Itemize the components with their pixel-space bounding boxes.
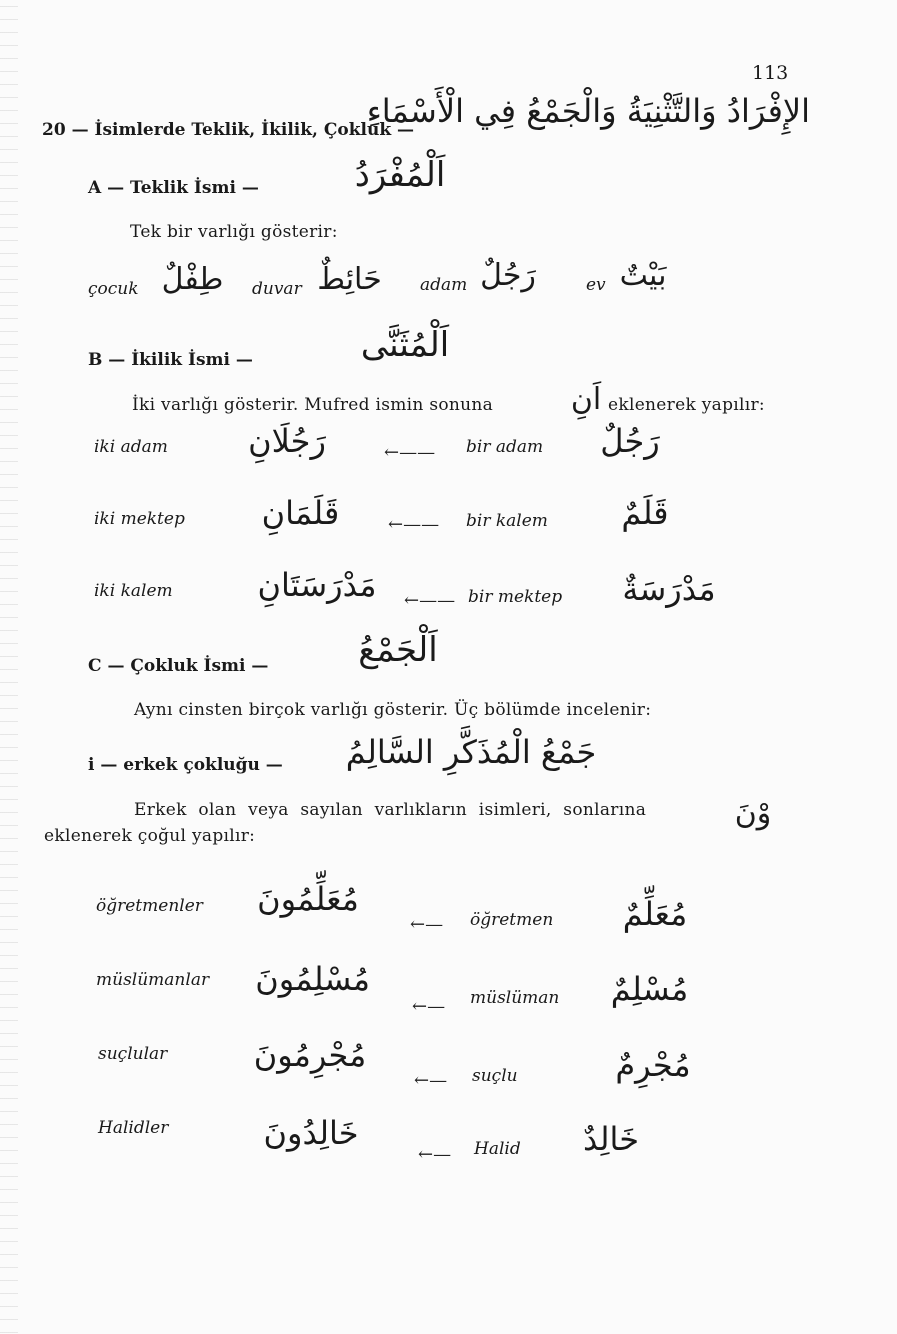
part-c-description: Aynı cinsten birçok varlığı gösterir. Üç bölümde incelenir: xyxy=(134,700,652,720)
singular-label: suçlu xyxy=(472,1066,518,1086)
dual-arabic: قَلَمَانِ xyxy=(261,494,340,532)
arrow-left: ←—— xyxy=(384,442,436,463)
dual-label: iki adam xyxy=(94,437,168,457)
example-arabic: طِفْلٌ xyxy=(161,262,224,297)
singular-arabic: خَالِدٌ xyxy=(582,1120,640,1158)
dual-arabic: مَدْرَسَتَانِ xyxy=(257,566,377,604)
page-number: 113 xyxy=(752,62,789,84)
plural-suffix-arabic: وْنَ xyxy=(734,796,772,831)
part-a-description: Tek bir varlığı gösterir: xyxy=(130,222,338,242)
singular-arabic: مُجْرِمٌ xyxy=(615,1046,691,1084)
example-arabic: حَائِطٌ xyxy=(317,262,382,297)
arrow-left: ←— xyxy=(418,1144,452,1165)
plural-arabic: خَالِدُونَ xyxy=(263,1114,359,1152)
singular-arabic: رَجُلٌ xyxy=(600,422,660,460)
part-c1-description-line1: Erkek olan veya sayılan varlıkların isimleri, sonlarına xyxy=(134,800,647,820)
dual-label: iki kalem xyxy=(94,581,173,601)
part-c1-description-line2: eklenerek çoğul yapılır: xyxy=(44,826,256,846)
example-arabic: رَجُلٌ xyxy=(480,258,536,293)
plural-arabic: مُعَلِّمُونَ xyxy=(257,880,359,918)
section-title-arabic: الإِفْرَادُ وَالتَّثْنِيَةُ وَالْجَمْعُ فِي الْأَسْمَاءِ xyxy=(366,92,810,130)
arrow-left: ←— xyxy=(414,1070,448,1091)
singular-label: Halid xyxy=(474,1139,521,1159)
example-label: ev xyxy=(586,275,606,295)
example-label: duvar xyxy=(252,279,302,299)
dual-suffix-arabic: اَنِ xyxy=(570,382,602,417)
part-c1-heading-arabic: جَمْعُ الْمُذَكَّرِ السَّالِمُ xyxy=(345,733,597,771)
plural-label: suçlular xyxy=(98,1044,168,1064)
part-b-heading-arabic: اَلْمُثَنَّى xyxy=(360,325,450,365)
plural-label: müslümanlar xyxy=(96,970,210,990)
singular-label: bir mektep xyxy=(468,587,563,607)
part-a-heading: A — Teklik İsmi — xyxy=(88,178,259,198)
part-c-heading-arabic: اَلْجَمْعُ xyxy=(358,630,438,670)
arrow-left: ←— xyxy=(412,996,446,1017)
part-b-description-end: eklenerek yapılır: xyxy=(608,395,765,415)
singular-label: bir kalem xyxy=(466,511,548,531)
singular-label: öğretmen xyxy=(470,910,554,930)
example-arabic: بَيْتٌ xyxy=(619,258,667,293)
plural-label: öğretmenler xyxy=(96,896,203,916)
dual-label: iki mektep xyxy=(94,509,185,529)
plural-arabic: مُجْرِمُونَ xyxy=(253,1036,367,1074)
singular-arabic: قَلَمٌ xyxy=(621,494,669,532)
singular-arabic: مُسْلِمٌ xyxy=(610,970,689,1008)
plural-arabic: مُسْلِمُونَ xyxy=(255,960,370,998)
example-label: adam xyxy=(420,275,468,295)
dual-arabic: رَجُلَانِ xyxy=(248,422,326,460)
section-title: 20 — İsimlerde Teklik, İkilik, Çokluk — xyxy=(42,120,415,140)
example-label: çocuk xyxy=(88,279,139,299)
part-b-heading: B — İkilik İsmi — xyxy=(88,350,253,370)
part-c1-heading: i — erkek çokluğu — xyxy=(88,755,283,775)
page-edge xyxy=(0,0,18,1334)
singular-arabic: مَدْرَسَةٌ xyxy=(622,570,716,608)
singular-label: bir adam xyxy=(466,437,544,457)
singular-label: müslüman xyxy=(470,988,560,1008)
singular-arabic: مُعَلِّمٌ xyxy=(622,895,688,933)
part-c-heading: C — Çokluk İsmi — xyxy=(88,656,269,676)
arrow-left: ←— xyxy=(410,914,444,935)
part-a-heading-arabic: اَلْمُفْرَدُ xyxy=(354,155,446,195)
part-b-description-start: İki varlığı gösterir. Mufred ismin sonuna xyxy=(132,395,494,415)
arrow-left: ←—— xyxy=(404,590,456,611)
arrow-left: ←—— xyxy=(388,514,440,535)
plural-label: Halidler xyxy=(98,1118,169,1138)
